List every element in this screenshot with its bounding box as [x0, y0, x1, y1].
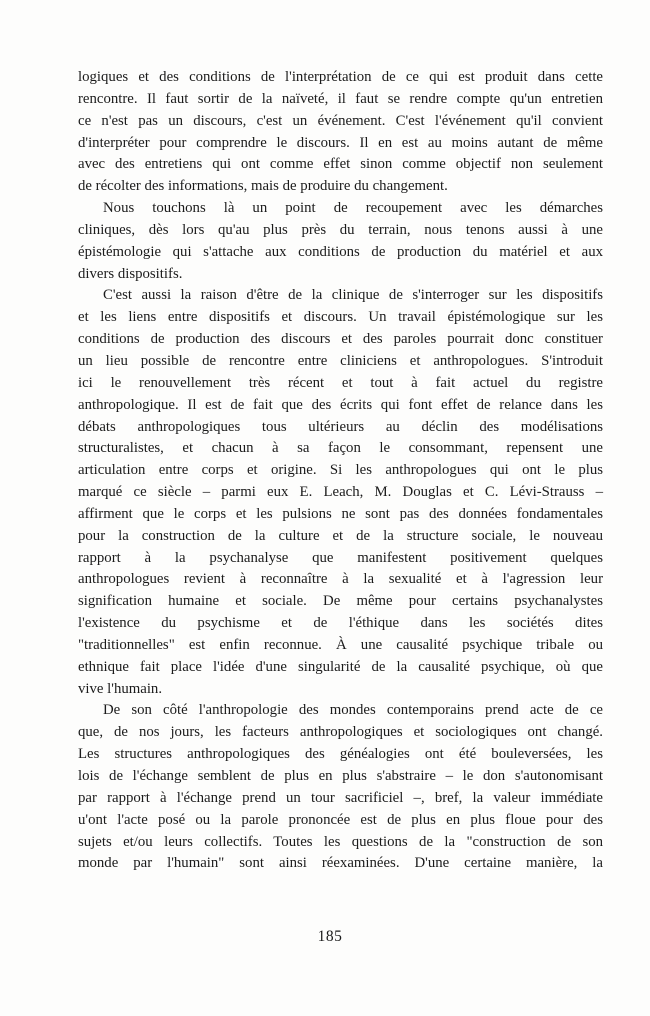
text-line: d'interpréter pour comprendre le discours. Il en est au moins autant de même [78, 134, 603, 151]
text-line: lois de l'échange semblent de plus en plus s'abstraire – le don s'autonomisant [78, 768, 603, 784]
text-line: logiques et des conditions de l'interprétation de ce qui est produit dans cette [78, 69, 603, 85]
text-line: signification humaine et sociale. De même pour certains psychanalystes [78, 593, 603, 610]
text-line: u'ont l'acte posé ou la parole prononcée est de plus en plus floue pour des [78, 811, 603, 828]
text-line: rencontre. Il faut sortir de la naïveté, il faut se rendre compte qu'un entretien [78, 90, 603, 107]
text-line: rapport à la psychanalyse que manifestent positivement quelques [78, 549, 603, 566]
text-line: cliniques, dès lors qu'au plus près du terrain, nous tenons aussi à une [78, 221, 603, 238]
paragraph [78, 285, 603, 700]
text-line: et les liens entre dispositifs et discours. Un travail épistémologique sur les [78, 309, 603, 326]
text-line: De son côté l'anthropologie des mondes contemporains prend acte de ce [103, 702, 603, 719]
page-number: 185 [317, 928, 343, 945]
text-line: structuralistes, et chacun à sa façon le consommant, repensent une [78, 440, 603, 457]
paragraph [78, 700, 603, 875]
text-line: pour la construction de la culture et de la structure sociale, le nouveau [78, 527, 603, 544]
text-line: sujets et/ou leurs collectifs. Toutes les questions de la "construction de son [78, 833, 603, 850]
text-line: un lieu possible de rencontre entre cliniciens et anthropologues. S'introduit [78, 352, 603, 369]
text-line: que, de nos jours, les facteurs anthropologiques et sociologiques ont changé. [78, 724, 603, 741]
text-line: ce n'est pas un discours, c'est un événement. C'est l'événement qu'il convient [78, 112, 603, 129]
text-line: articulation entre corps et origine. Si les anthropologues qui ont le plus [78, 462, 603, 479]
text-line: Les structures anthropologiques des généalogies ont été bouleversées, les [78, 746, 603, 763]
text-line: Nous touchons là un point de recoupement avec les démarches [103, 200, 603, 217]
text-line: anthropologues revient à reconnaître à la sexualité et à l'agression leur [78, 571, 603, 588]
paragraph [78, 198, 603, 285]
text-line: C'est aussi la raison d'être de la clinique de s'interroger sur les dispositifs [103, 287, 603, 304]
text-line: par rapport à l'échange prend un tour sacrificiel –, bref, la valeur immédiate [78, 789, 603, 806]
text-line: conditions de production des discours et des paroles pourrait donc constituer [78, 331, 603, 348]
text-line: anthropologique. Il est de fait que des écrits qui font effet de relance dans les [78, 396, 603, 413]
text-line: l'existence du psychisme et de l'éthique dans les sociétés dites [78, 615, 603, 632]
text-line: de récolter des informations, mais de produire du changement. [78, 178, 448, 195]
text-line: épistémologie qui s'attache aux conditions de production du matériel et aux [78, 243, 603, 260]
text-line: marqué ce siècle – parmi eux E. Leach, M. Douglas et C. Lévi-Strauss – [78, 484, 603, 501]
page-body [78, 67, 603, 875]
text-line: divers dispositifs. [78, 265, 183, 282]
text-line: ethnique fait place l'idée d'une singularité de la causalité psychique, où que [78, 658, 603, 675]
text-line: affirment que le corps et les pulsions ne sont pas des données fondamentales [78, 505, 603, 522]
text-line: "traditionnelles" est enfin reconnue. À une causalité psychique tribale ou [78, 636, 603, 653]
text-line: ici le renouvellement très récent et tout à fait actuel du registre [78, 374, 603, 391]
text-line: avec des entretiens qui ont comme effet sinon comme objectif non seulement [78, 156, 603, 173]
text-line: débats anthropologiques tous ultérieurs au déclin des modélisations [78, 418, 603, 435]
text-line: vive l'humain. [78, 680, 163, 697]
paragraph [78, 67, 603, 198]
text-line: monde par l'humain" sont ainsi réexaminées. D'une certaine manière, la [78, 855, 603, 872]
